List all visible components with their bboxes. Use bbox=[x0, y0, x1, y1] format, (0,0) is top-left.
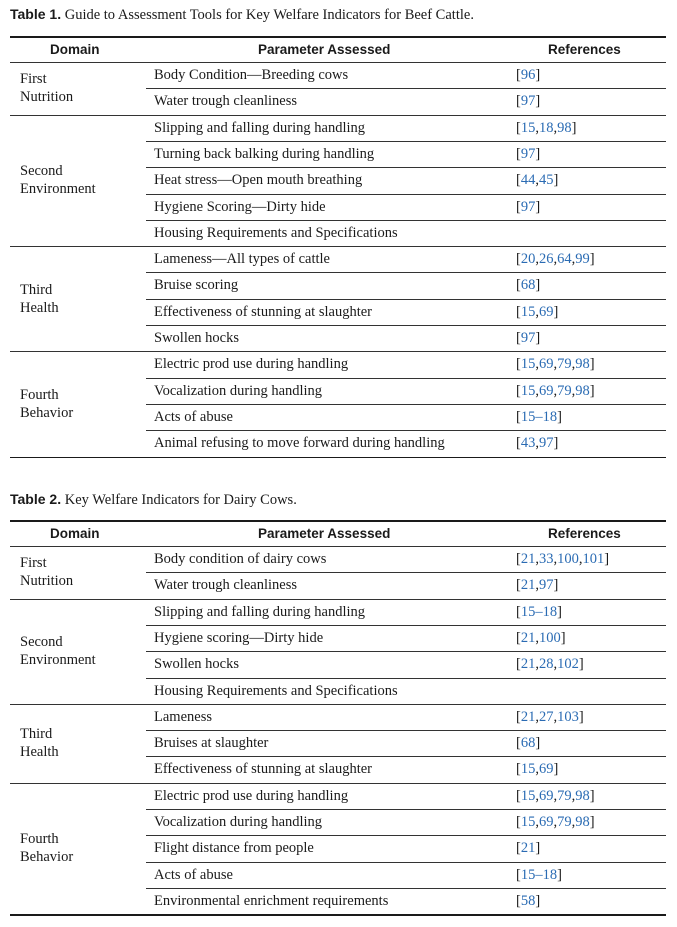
header-domain: Domain bbox=[50, 526, 100, 541]
row-rule bbox=[146, 862, 666, 863]
references-cell: [21,100] bbox=[516, 629, 566, 646]
references-cell: [68] bbox=[516, 277, 541, 294]
reference-link[interactable]: 15–18 bbox=[520, 408, 558, 425]
reference-link[interactable]: 44 bbox=[520, 172, 536, 189]
reference-link[interactable]: 97 bbox=[520, 145, 536, 162]
reference-link[interactable]: 98 bbox=[575, 814, 590, 830]
domain-line: Fourth bbox=[20, 386, 59, 403]
table-top-rule bbox=[10, 520, 666, 522]
reference-link[interactable]: 21 bbox=[520, 840, 536, 857]
domain-line: Health bbox=[20, 744, 59, 761]
row-rule bbox=[146, 625, 666, 626]
parameter-cell: Body condition of dairy cows bbox=[154, 551, 327, 567]
domain-cell bbox=[20, 554, 73, 590]
references-cell: [15,69] bbox=[516, 303, 559, 320]
domain-line: First bbox=[20, 555, 47, 572]
table1-caption bbox=[10, 5, 474, 24]
row-rule bbox=[146, 325, 666, 326]
reference-link[interactable]: 15 bbox=[520, 303, 536, 320]
reference-link[interactable]: 69 bbox=[538, 814, 554, 830]
reference-link[interactable]: 18 bbox=[538, 119, 554, 136]
parameter-cell: Body Condition—Breeding cows bbox=[154, 67, 349, 83]
group-rule bbox=[10, 351, 666, 352]
parameter-cell: Swollen hocks bbox=[154, 656, 239, 673]
row-rule bbox=[146, 430, 666, 431]
references-cell: [21] bbox=[516, 840, 541, 857]
reference-link[interactable]: 97 bbox=[520, 330, 536, 346]
row-rule bbox=[146, 678, 666, 679]
parameter-cell: Housing Requirements and Specifications bbox=[154, 224, 398, 241]
references-cell: [97] bbox=[516, 198, 541, 215]
parameter-cell: Water trough cleanliness bbox=[154, 577, 297, 594]
reference-link[interactable]: 15 bbox=[520, 119, 536, 136]
table1-label: Table 1. bbox=[10, 6, 62, 22]
parameter-cell: Electric prod use during handling bbox=[154, 787, 349, 804]
references-cell: [15–18] bbox=[516, 603, 562, 620]
domain-line: Behavior bbox=[20, 404, 74, 421]
row-rule bbox=[146, 730, 666, 731]
reference-link[interactable]: 15 bbox=[520, 787, 536, 804]
domain-cell bbox=[20, 162, 96, 198]
header-parameter: Parameter Assessed bbox=[258, 42, 391, 57]
domain-line: Second bbox=[20, 634, 63, 651]
reference-link[interactable]: 69 bbox=[538, 787, 554, 804]
references-cell: [43,97] bbox=[516, 435, 559, 452]
row-rule bbox=[146, 809, 666, 810]
reference-link[interactable]: 68 bbox=[520, 277, 536, 294]
header-parameter: Parameter Assessed bbox=[258, 526, 391, 541]
reference-link[interactable]: 99 bbox=[575, 251, 590, 268]
parameter-cell: Acts of abuse bbox=[154, 866, 233, 883]
header-domain: Domain bbox=[50, 42, 100, 57]
domain-line: Health bbox=[20, 299, 59, 316]
row-rule bbox=[146, 378, 666, 379]
parameter-cell: Flight distance from people bbox=[154, 840, 314, 857]
references-cell: [68] bbox=[516, 735, 541, 752]
row-rule bbox=[146, 756, 666, 757]
reference-link[interactable]: 98 bbox=[575, 356, 590, 373]
domain-line: Third bbox=[20, 726, 53, 743]
parameter-cell: Turning back balking during handling bbox=[154, 145, 375, 162]
reference-link[interactable]: 15 bbox=[520, 814, 536, 830]
references-cell: [21,97] bbox=[516, 577, 559, 594]
references-cell: [15,69,79,98] bbox=[516, 787, 595, 804]
reference-link[interactable]: 28 bbox=[538, 656, 554, 673]
group-rule bbox=[10, 914, 666, 916]
reference-link[interactable]: 79 bbox=[557, 382, 572, 399]
reference-link[interactable]: 15 bbox=[520, 761, 536, 778]
reference-link[interactable]: 69 bbox=[538, 356, 554, 373]
row-rule bbox=[146, 651, 666, 652]
reference-link[interactable]: 43 bbox=[520, 435, 536, 452]
domain-cell bbox=[20, 725, 59, 761]
domain-cell bbox=[20, 281, 59, 317]
group-rule bbox=[10, 246, 666, 247]
parameter-cell: Slipping and falling during handling bbox=[154, 119, 366, 136]
reference-link[interactable]: 100 bbox=[538, 629, 561, 646]
reference-link[interactable]: 96 bbox=[520, 67, 536, 83]
reference-link[interactable]: 15 bbox=[520, 382, 536, 399]
reference-link[interactable]: 102 bbox=[557, 656, 579, 673]
reference-link[interactable]: 103 bbox=[557, 708, 579, 725]
references-cell: [15,69] bbox=[516, 761, 559, 778]
reference-link[interactable]: 64 bbox=[557, 251, 572, 268]
references-cell: [15–18] bbox=[516, 866, 562, 883]
parameter-cell: Vocalization during handling bbox=[154, 382, 323, 399]
domain-cell bbox=[20, 830, 73, 866]
references-cell: [96] bbox=[516, 67, 541, 83]
reference-link[interactable]: 21 bbox=[520, 656, 536, 673]
references-cell: [58] bbox=[516, 892, 541, 909]
reference-link[interactable]: 68 bbox=[520, 735, 536, 752]
parameter-cell: Lameness bbox=[154, 708, 212, 725]
parameter-cell: Effectiveness of stunning at slaughter bbox=[154, 761, 372, 778]
references-cell: [20,26,64,99] bbox=[516, 251, 595, 268]
parameter-cell: Swollen hocks bbox=[154, 330, 239, 346]
row-rule bbox=[146, 572, 666, 573]
reference-link[interactable]: 21 bbox=[520, 629, 536, 646]
reference-link[interactable]: 58 bbox=[520, 892, 536, 909]
reference-link[interactable]: 101 bbox=[582, 551, 605, 567]
header-references: References bbox=[548, 42, 621, 57]
parameter-cell: Vocalization during handling bbox=[154, 814, 323, 830]
group-rule bbox=[10, 457, 666, 459]
reference-link[interactable]: 27 bbox=[538, 708, 554, 725]
reference-link[interactable]: 21 bbox=[520, 551, 536, 567]
row-rule bbox=[146, 220, 666, 221]
table2-caption bbox=[10, 490, 297, 509]
domain-line: Environment bbox=[20, 652, 96, 669]
row-rule bbox=[146, 404, 666, 405]
reference-link[interactable]: 79 bbox=[557, 356, 572, 373]
reference-link[interactable]: 26 bbox=[538, 251, 554, 268]
row-rule bbox=[146, 141, 666, 142]
domain-line: Behavior bbox=[20, 849, 74, 866]
parameter-cell: Water trough cleanliness bbox=[154, 93, 297, 110]
domain-cell bbox=[20, 386, 73, 422]
reference-link[interactable]: 21 bbox=[520, 577, 536, 594]
group-rule bbox=[10, 783, 666, 784]
parameter-cell: Bruises at slaughter bbox=[154, 735, 269, 752]
table-top-rule bbox=[10, 36, 666, 38]
header-references: References bbox=[548, 526, 621, 541]
parameter-cell: Environmental enrichment requirements bbox=[154, 892, 389, 909]
reference-link[interactable]: 15–18 bbox=[520, 603, 558, 620]
parameter-cell: Hygiene Scoring—Dirty hide bbox=[154, 198, 326, 215]
group-rule bbox=[10, 704, 666, 705]
domain-line: Third bbox=[20, 281, 53, 298]
reference-link[interactable]: 69 bbox=[538, 382, 554, 399]
row-rule bbox=[146, 194, 666, 195]
references-cell: [15–18] bbox=[516, 408, 562, 425]
parameter-cell: Acts of abuse bbox=[154, 408, 233, 425]
references-cell: [97] bbox=[516, 145, 541, 162]
references-cell: [15,69,79,98] bbox=[516, 814, 595, 830]
reference-link[interactable]: 79 bbox=[557, 814, 572, 830]
reference-link[interactable]: 69 bbox=[538, 761, 554, 778]
reference-link[interactable]: 97 bbox=[520, 93, 536, 110]
reference-link[interactable]: 15–18 bbox=[520, 866, 558, 883]
header-rule bbox=[10, 62, 666, 63]
reference-link[interactable]: 98 bbox=[557, 119, 572, 136]
parameter-cell: Animal refusing to move forward during handling bbox=[154, 435, 445, 452]
parameter-cell: Slipping and falling during handling bbox=[154, 603, 366, 620]
domain-line: First bbox=[20, 71, 47, 88]
references-cell: [97] bbox=[516, 330, 541, 346]
reference-link[interactable]: 97 bbox=[538, 577, 554, 594]
reference-link[interactable]: 97 bbox=[520, 198, 536, 215]
references-cell: [21,28,102] bbox=[516, 656, 584, 673]
domain-line: Nutrition bbox=[20, 573, 74, 590]
references-cell: [97] bbox=[516, 93, 541, 110]
references-cell: [15,18,98] bbox=[516, 119, 577, 136]
group-rule bbox=[10, 599, 666, 600]
parameter-cell: Hygiene scoring—Dirty hide bbox=[154, 629, 324, 646]
reference-link[interactable]: 69 bbox=[538, 303, 554, 320]
reference-link[interactable]: 15 bbox=[520, 356, 536, 373]
references-cell: [21,33,100,101] bbox=[516, 551, 610, 567]
row-rule bbox=[146, 299, 666, 300]
domain-line: Second bbox=[20, 163, 63, 180]
references-cell: [21,27,103] bbox=[516, 708, 584, 725]
table1-title: Guide to Assessment Tools for Key Welfare Indicators for Beef Cattle. bbox=[61, 7, 474, 23]
reference-link[interactable]: 20 bbox=[520, 251, 536, 268]
reference-link[interactable]: 100 bbox=[557, 551, 579, 567]
table2-label: Table 2. bbox=[10, 491, 62, 507]
reference-link[interactable]: 98 bbox=[575, 787, 590, 804]
row-rule bbox=[146, 167, 666, 168]
parameter-cell: Lameness—All types of cattle bbox=[154, 251, 330, 268]
parameter-cell: Electric prod use during handling bbox=[154, 356, 349, 373]
row-rule bbox=[146, 888, 666, 889]
table2-title: Key Welfare Indicators for Dairy Cows. bbox=[61, 492, 297, 508]
parameter-cell: Bruise scoring bbox=[154, 277, 239, 294]
reference-link[interactable]: 45 bbox=[538, 172, 554, 189]
row-rule bbox=[146, 272, 666, 273]
reference-link[interactable]: 21 bbox=[520, 708, 536, 725]
reference-link[interactable]: 98 bbox=[575, 382, 590, 399]
domain-cell bbox=[20, 70, 73, 106]
parameter-cell: Heat stress—Open mouth breathing bbox=[154, 172, 363, 189]
domain-line: Nutrition bbox=[20, 89, 74, 106]
parameter-cell: Housing Requirements and Specifications bbox=[154, 682, 398, 699]
domain-cell bbox=[20, 633, 96, 669]
row-rule bbox=[146, 835, 666, 836]
domain-line: Fourth bbox=[20, 831, 59, 848]
row-rule bbox=[146, 88, 666, 89]
reference-link[interactable]: 33 bbox=[538, 551, 554, 567]
reference-link[interactable]: 79 bbox=[557, 787, 572, 804]
references-cell: [15,69,79,98] bbox=[516, 382, 595, 399]
references-cell: [15,69,79,98] bbox=[516, 356, 595, 373]
domain-line: Environment bbox=[20, 181, 96, 198]
header-rule bbox=[10, 546, 666, 547]
group-rule bbox=[10, 115, 666, 116]
references-cell: [44,45] bbox=[516, 172, 559, 189]
parameter-cell: Effectiveness of stunning at slaughter bbox=[154, 303, 372, 320]
reference-link[interactable]: 97 bbox=[538, 435, 554, 452]
